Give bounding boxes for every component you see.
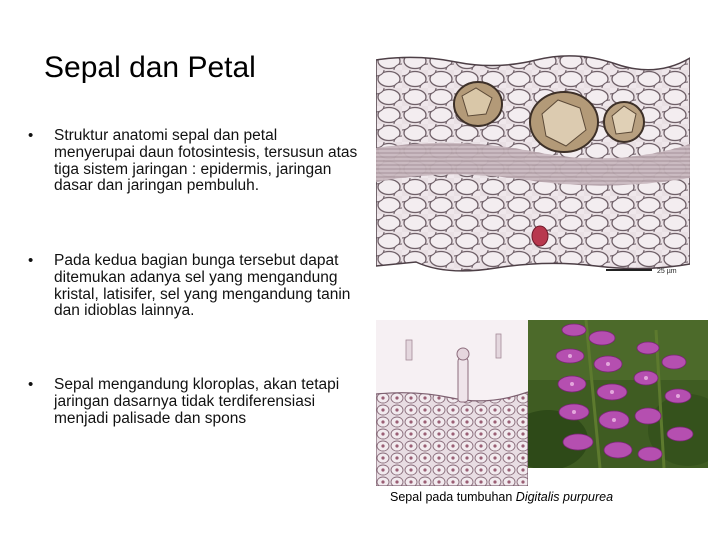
crystal-cell-icon — [454, 82, 502, 126]
bullet-item — [28, 253, 358, 320]
bullet-item — [28, 128, 358, 195]
slide-title: Sepal dan Petal — [44, 51, 256, 84]
caption-prefix: Sepal pada tumbuhan — [390, 490, 516, 504]
bullet-marker: • — [28, 376, 34, 393]
caption-species: Digitalis purpurea — [515, 490, 614, 504]
bullet-text: Sepal mengandung kloroplas, akan tetapi jaringan dasarnya tidak terdiferensiasi menjadi palisade dan spons — [54, 376, 340, 427]
crystal-cell-icon — [530, 92, 598, 152]
digitalis-purpurea-photo — [528, 320, 708, 468]
bullet-text: Struktur anatomi sepal dan petal menyerupai daun fotosintesis, tersusun atas tiga sistem jaringan : epidermis, jaringan dasar dan jaringan pembuluh. — [54, 127, 358, 195]
sepal-cross-section-micrograph — [376, 52, 690, 280]
micrograph-image — [376, 52, 690, 280]
bullet-text: Pada kedua bagian bunga tersebut dapat ditemukan adanya sel yang mengandung kristal, latisifer, sel yang mengandung tanin dan idioblas lainnya. — [54, 252, 351, 320]
crystal-cell-icon — [604, 102, 644, 142]
trichome-micrograph — [376, 320, 528, 486]
bullet-item — [28, 377, 358, 427]
bullet-marker: • — [28, 252, 34, 269]
foxglove-image — [528, 320, 708, 468]
micrograph-image — [376, 320, 528, 486]
scale-bar-label: 25 µm — [657, 268, 677, 275]
figure-caption — [390, 490, 613, 505]
bullet-marker: • — [28, 127, 34, 144]
